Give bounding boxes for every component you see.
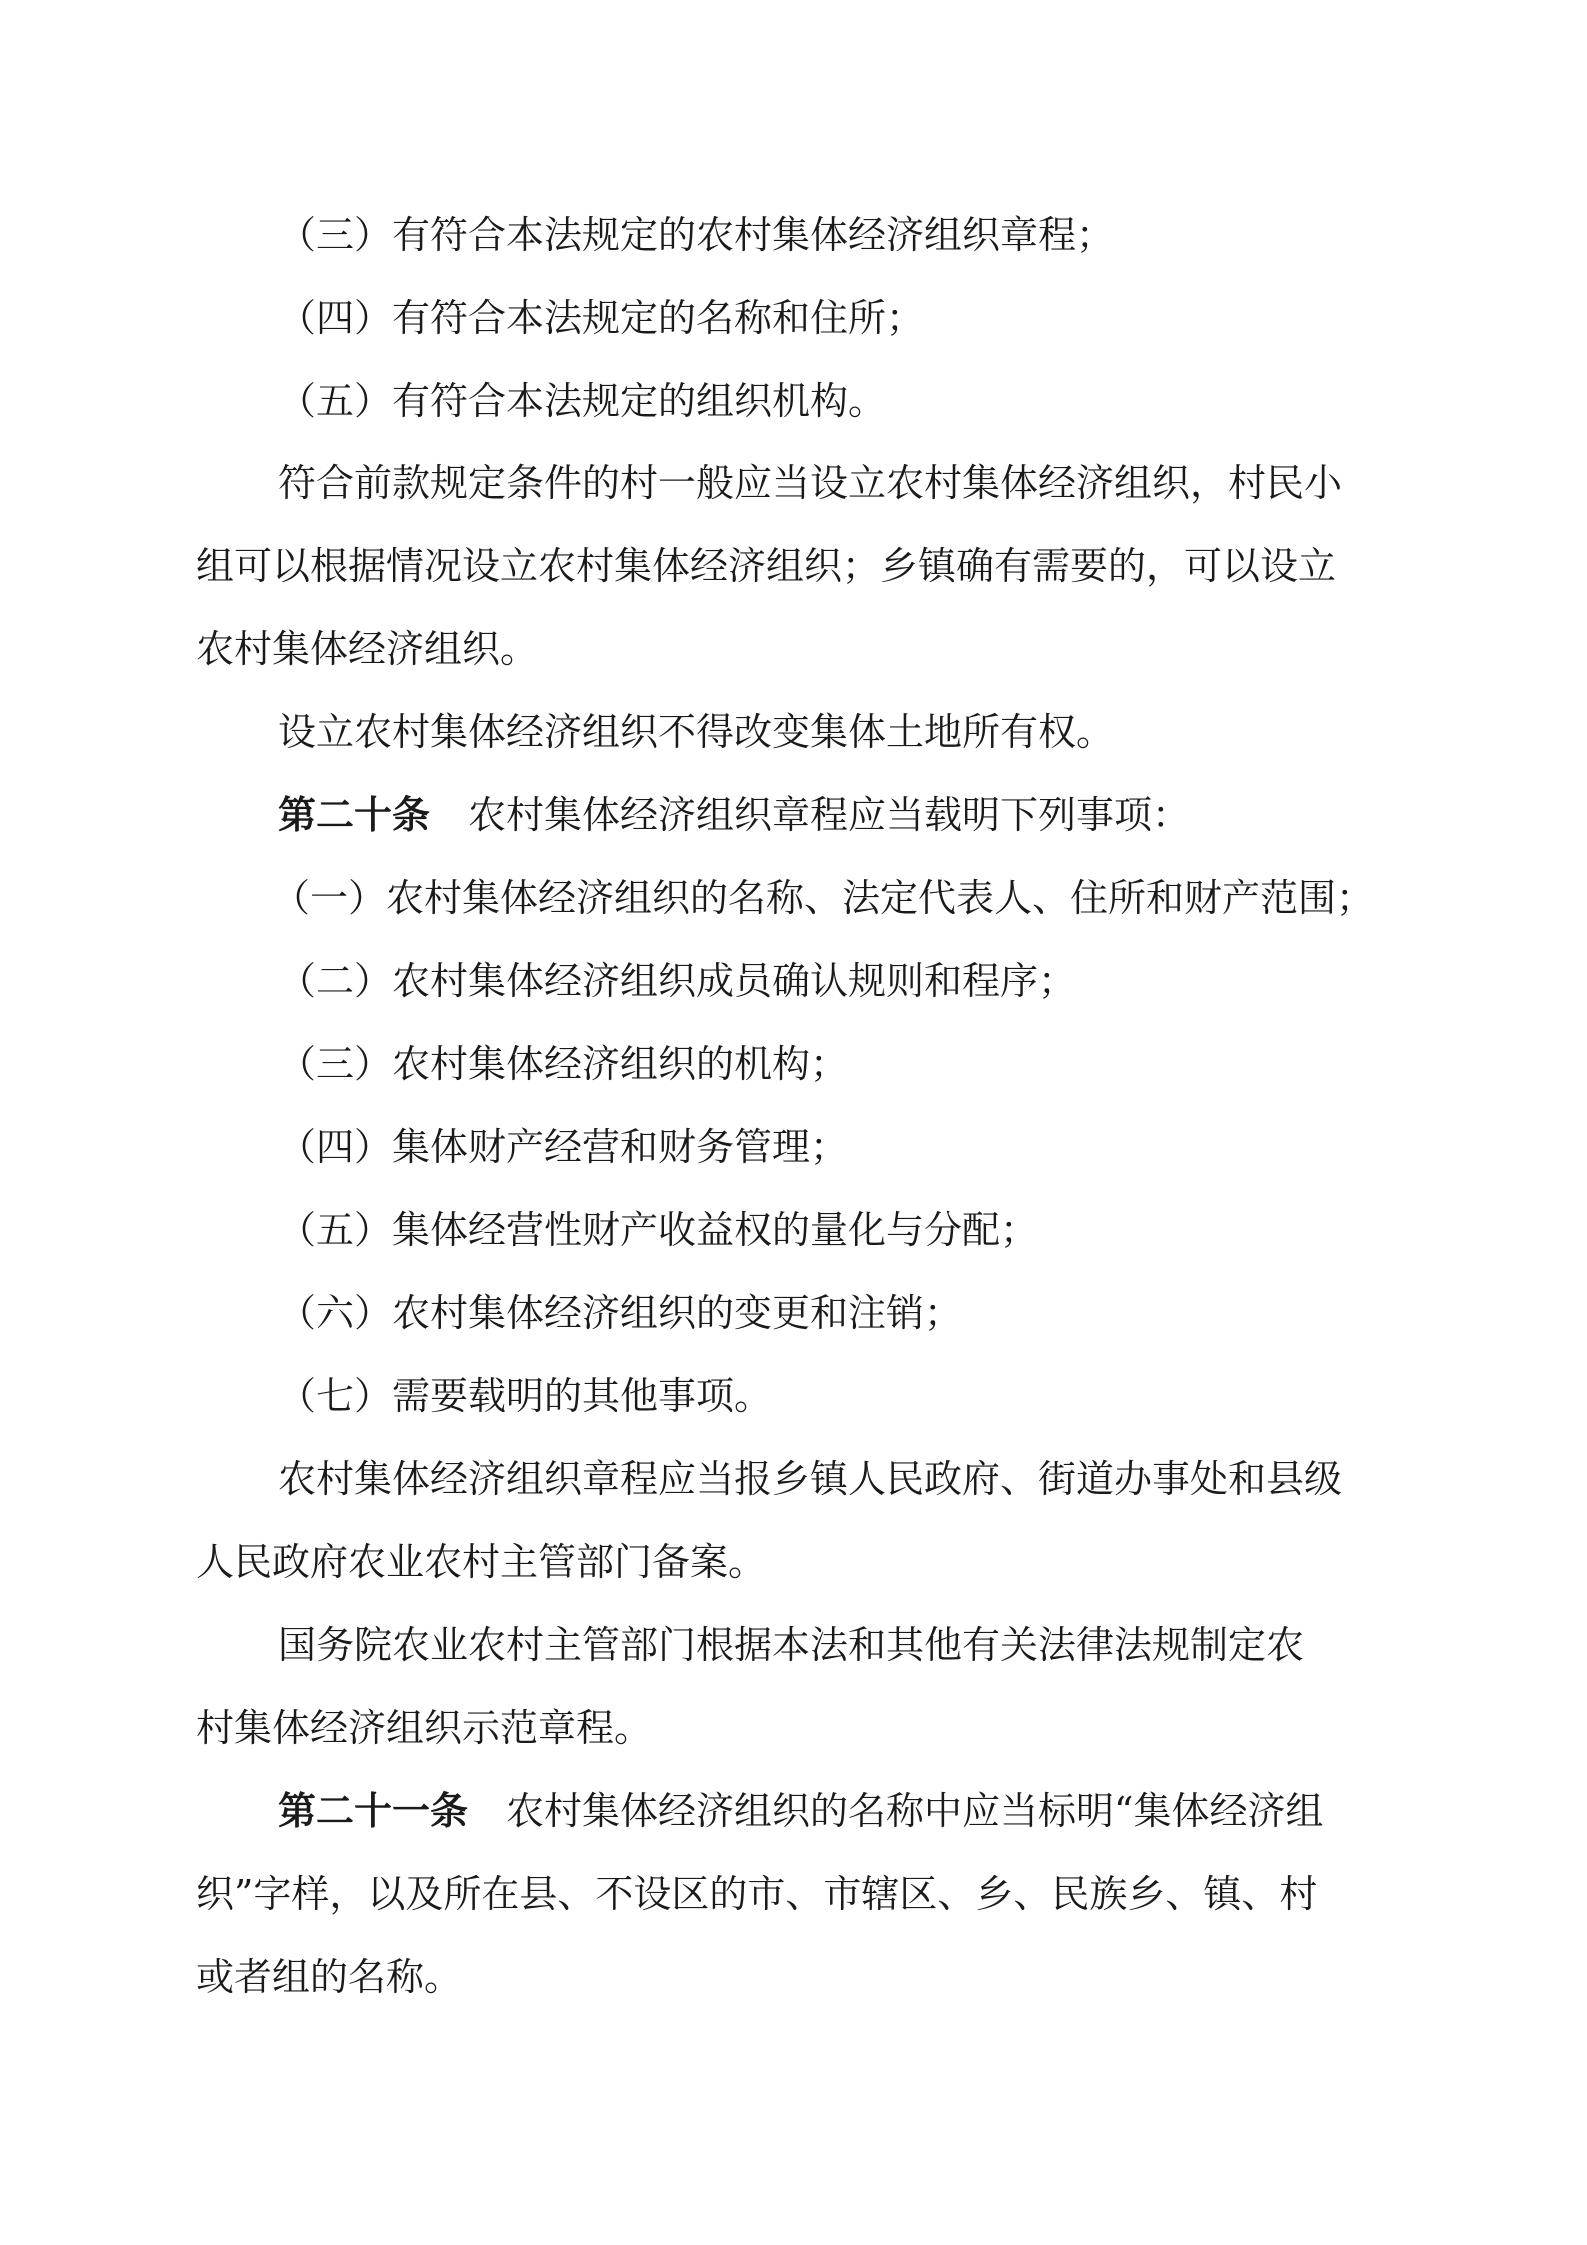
paragraph-line: 村集体经济组织示范章程。 xyxy=(196,1706,653,1750)
article-text: 农村集体经济组织的名称中应当标明“集体经济组 xyxy=(506,1789,1324,1833)
list-item: （四）有符合本法规定的名称和住所； xyxy=(278,296,925,340)
list-item: （七）需要载明的其他事项。 xyxy=(278,1374,773,1418)
article-21-heading-line xyxy=(278,1787,1323,1835)
paragraph-line: 人民政府农业农村主管部门备案。 xyxy=(196,1540,767,1584)
paragraph-line: 织”字样，以及所在县、不设区的市、市辖区、乡、民族乡、镇、村 xyxy=(196,1872,1318,1916)
paragraph-line: 或者组的名称。 xyxy=(196,1955,463,1999)
paragraph-line: 设立农村集体经济组织不得改变集体土地所有权。 xyxy=(278,710,1115,754)
paragraph-line: 农村集体经济组织。 xyxy=(196,627,539,671)
paragraph-line: 组可以根据情况设立农村集体经济组织；乡镇确有需要的，可以设立 xyxy=(196,544,1337,588)
list-item: （一）农村集体经济组织的名称、法定代表人、住所和财产范围； xyxy=(272,876,1375,920)
article-20-heading-line xyxy=(278,791,1190,839)
list-item: （三）农村集体经济组织的机构； xyxy=(278,1042,849,1086)
list-item: （三）有符合本法规定的农村集体经济组织章程； xyxy=(278,213,1115,257)
paragraph-line: 国务院农业农村主管部门根据本法和其他有关法律法规制定农 xyxy=(278,1623,1305,1667)
article-number: 第二十一条 xyxy=(278,1789,469,1833)
paragraph-line: 农村集体经济组织章程应当报乡镇人民政府、街道办事处和县级 xyxy=(278,1457,1343,1501)
article-text: 农村集体经济组织章程应当载明下列事项： xyxy=(468,793,1191,837)
list-item: （六）农村集体经济组织的变更和注销； xyxy=(278,1291,963,1335)
list-item: （五）集体经营性财产收益权的量化与分配； xyxy=(278,1208,1039,1252)
list-item: （二）农村集体经济组织成员确认规则和程序； xyxy=(278,959,1077,1003)
list-item: （五）有符合本法规定的组织机构。 xyxy=(278,379,887,423)
article-number: 第二十条 xyxy=(278,793,431,837)
list-item: （四）集体财产经营和财务管理； xyxy=(278,1125,849,1169)
paragraph-line: 符合前款规定条件的村一般应当设立农村集体经济组织，村民小 xyxy=(278,461,1343,505)
